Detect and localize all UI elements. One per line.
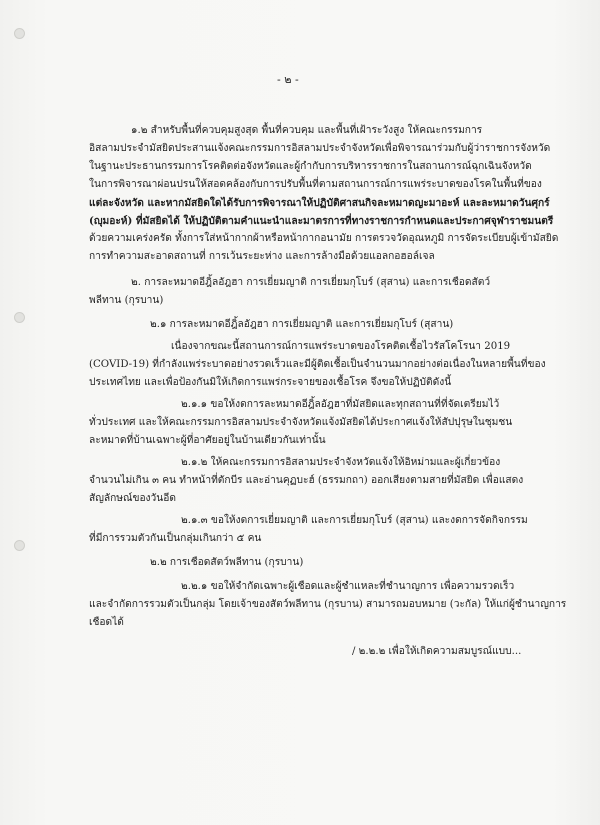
item-2-2-1: และจำกัดการรวมตัวเป็นกลุ่ม โดยเจ้าของสัตว์พลีทาน (กุรบาน) สามารถมอบหมาย (วะกัล) ให้แก่ผู้ชำนาญการ	[89, 599, 567, 610]
item-2-1-1: ๒.๑.๑ ขอให้งดการละหมาดอีฎิ้ลอัฎฮาที่มัสยิดและทุกสถานที่ที่จัดเตรียมไว้	[181, 399, 500, 410]
item-2-2-1: เชือดได้	[89, 617, 124, 628]
para-1-2-line: ในฐานะประธานกรรมการโรคติดต่อจังหวัดและผู้กำกับการบริหารราชการในสถานการณ์ฉุกเฉินจังหวัด	[89, 161, 532, 172]
para-1-2-line: แต่ละจังหวัด และหากมัสยิดใดได้รับการพิจารณาให้ปฏิบัติศาสนกิจละหมาดญะมาอะห์ และละหมาดวันศุกร์	[89, 197, 550, 209]
continuation-note: / ๒.๒.๒ เพื่อให้เกิดความสมบูรณ์แบบ...	[352, 646, 522, 657]
punch-hole	[14, 312, 25, 323]
body-line: เนื่องจากขณะนี้สถานการณ์การแพร่ระบาดของโรคติดเชื้อไวรัสโคโรนา 2019	[171, 341, 511, 352]
punch-hole	[14, 540, 25, 551]
section-2-heading-cont: พลีทาน (กุรบาน)	[89, 295, 164, 306]
page-number: - ๒ -	[277, 73, 299, 86]
item-2-1-1: ทั่วประเทศ และให้คณะกรรมการอิสลามประจำจังหวัดแจ้งมัสยิดได้ประกาศแจ้งให้สัปปุรุษในชุมชน	[89, 417, 513, 428]
item-2-1-2: จำนวนไม่เกิน ๓ คน ทำหน้าที่ตักบีร และอ่านคุฏบะฮ์ (ธรรมกถา) ออกเสียงตามสายที่มัสยิด เพื่อแสดง	[89, 475, 524, 486]
item-2-2-1: ๒.๒.๑ ขอให้จำกัดเฉพาะผู้เชือดและผู้ชำแหละที่ชำนาญการ เพื่อความรวดเร็ว	[181, 581, 515, 592]
para-1-2-line: อิสลามประจำมัสยิดประสานแจ้งคณะกรรมการอิสลามประจำจังหวัดเพื่อพิจารณาร่วมกับผู้ว่าราชการจังหวัด	[89, 143, 551, 154]
subsection-2-2-heading: ๒.๒ การเชือดสัตว์พลีทาน (กุรบาน)	[150, 557, 304, 568]
item-2-1-3: ที่มีการรวมตัวกันเป็นกลุ่มเกินกว่า ๕ คน	[89, 533, 262, 544]
punch-hole	[14, 28, 25, 39]
subsection-2-1-heading: ๒.๑ การละหมาดอีฎิ้ลอัฎฮา การเยี่ยมญาติ และการเยี่ยมกุโบร์ (สุสาน)	[150, 319, 454, 330]
item-2-1-1: ละหมาดที่บ้านเฉพาะผู้ที่อาศัยอยู่ในบ้านเดียวกันเท่านั้น	[89, 435, 326, 446]
body-line: ประเทศไทย และเพื่อป้องกันมิให้เกิดการแพร่กระจายของเชื้อโรค จึงขอให้ปฏิบัติดังนี้	[89, 377, 452, 388]
item-2-1-3: ๒.๑.๓ ขอให้งดการเยี่ยมญาติ และการเยี่ยมกุโบร์ (สุสาน) และงดการจัดกิจกรรม	[181, 515, 528, 526]
para-1-2-line: ๑.๒ สำหรับพื้นที่ควบคุมสูงสุด พื้นที่ควบคุม และพื้นที่เฝ้าระวังสูง ให้คณะกรรมการ	[131, 125, 483, 136]
para-1-2-line: ด้วยความเคร่งครัด ทั้งการใส่หน้ากากผ้าหรือหน้ากากอนามัย การตรวจวัดอุณหภูมิ การจัดระเบียบผู้เข้ามัสยิด	[89, 233, 559, 244]
body-line: (COVID-19) ที่กำลังแพร่ระบาดอย่างรวดเร็วและมีผู้ติดเชื้อเป็นจำนวนมากอย่างต่อเนื่องในหลายพื้นที่ของ	[89, 359, 546, 370]
para-1-2-line: (ญุมอะห์) ที่มัสยิดได้ ให้ปฏิบัติตามคำแนะนำและมาตรการที่ทางราชการกำหนดและประกาศจุฬาราชมนตรี	[89, 215, 554, 227]
para-1-2-line: ในการพิจารณาผ่อนปรนให้สอดคล้องกับการปรับพื้นที่ตามสถานการณ์การแพร่ระบาดของโรคในพื้นที่ของ	[89, 179, 542, 190]
item-2-1-2: สัญลักษณ์ของวันอีด	[89, 493, 176, 504]
para-1-2-line: การทำความสะอาดสถานที่ การเว้นระยะห่าง และการล้างมือด้วยแอลกอฮอล์เจล	[89, 251, 435, 262]
section-2-heading: ๒. การละหมาดอีฎิ้ลอัฎฮา การเยี่ยมญาติ การเยี่ยมกุโบร์ (สุสาน) และการเชือดสัตว์	[131, 277, 491, 288]
item-2-1-2: ๒.๑.๒ ให้คณะกรรมการอิสลามประจำจังหวัดแจ้งให้อิหม่ามและผู้เกี่ยวข้อง	[181, 457, 501, 468]
